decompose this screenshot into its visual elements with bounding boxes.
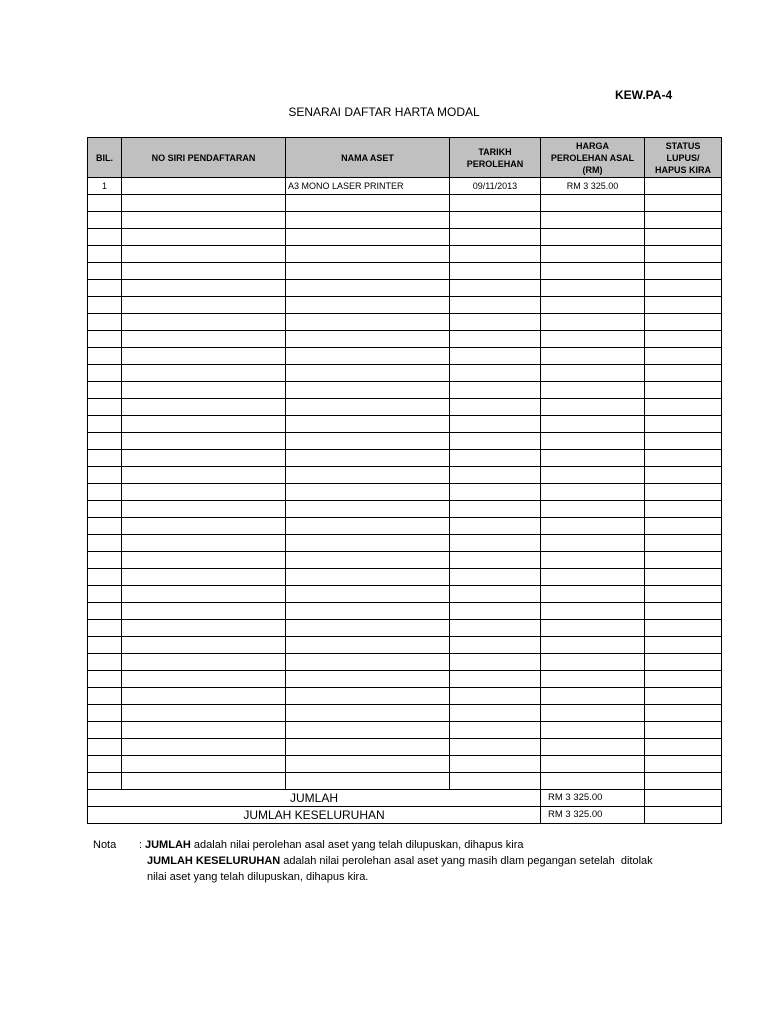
table-row — [88, 569, 722, 586]
nota-definition-jumlah-keseluruhan: adalah nilai perolehan asal aset yang masih dlam pegangan setelah ditolak — [283, 855, 653, 867]
table-row — [88, 739, 722, 756]
cell-harga-perolehan-asal — [541, 416, 645, 433]
cell-bil — [88, 348, 122, 365]
cell-no-siri-pendaftaran — [122, 399, 286, 416]
cell-harga-perolehan-asal — [541, 773, 645, 790]
cell-bil — [88, 518, 122, 535]
cell-tarikh-perolehan — [450, 603, 541, 620]
header-bil: BIL. — [88, 138, 122, 178]
cell-harga-perolehan-asal — [541, 688, 645, 705]
cell-harga-perolehan-asal — [541, 501, 645, 518]
nota-colon: : — [139, 839, 143, 851]
nota-section — [0, 838, 768, 898]
cell-status-lupus — [645, 688, 722, 705]
nota-item-1 — [145, 838, 524, 852]
cell-bil — [88, 586, 122, 603]
table-row — [88, 705, 722, 722]
cell-status-lupus — [645, 280, 722, 297]
cell-bil — [88, 212, 122, 229]
cell-nama-aset: A3 MONO LASER PRINTER — [286, 178, 450, 195]
cell-status-lupus — [645, 212, 722, 229]
cell-tarikh-perolehan — [450, 212, 541, 229]
cell-nama-aset — [286, 637, 450, 654]
cell-bil — [88, 773, 122, 790]
table-row — [88, 365, 722, 382]
cell-nama-aset — [286, 552, 450, 569]
cell-nama-aset — [286, 484, 450, 501]
cell-nama-aset — [286, 348, 450, 365]
cell-nama-aset — [286, 433, 450, 450]
cell-nama-aset — [286, 586, 450, 603]
cell-no-siri-pendaftaran — [122, 773, 286, 790]
jumlah-keseluruhan-status-cell — [645, 807, 722, 824]
cell-harga-perolehan-asal — [541, 552, 645, 569]
cell-no-siri-pendaftaran — [122, 603, 286, 620]
cell-harga-perolehan-asal — [541, 365, 645, 382]
cell-nama-aset — [286, 671, 450, 688]
cell-bil — [88, 246, 122, 263]
cell-bil — [88, 195, 122, 212]
cell-no-siri-pendaftaran — [122, 637, 286, 654]
cell-tarikh-perolehan — [450, 705, 541, 722]
cell-bil — [88, 433, 122, 450]
cell-bil — [88, 450, 122, 467]
cell-status-lupus — [645, 433, 722, 450]
cell-tarikh-perolehan — [450, 586, 541, 603]
table-header — [88, 138, 722, 178]
cell-harga-perolehan-asal — [541, 705, 645, 722]
table-row — [88, 467, 722, 484]
cell-harga-perolehan-asal — [541, 399, 645, 416]
nota-term-jumlah-keseluruhan: JUMLAH KESELURUHAN — [147, 855, 281, 867]
cell-bil — [88, 620, 122, 637]
cell-harga-perolehan-asal — [541, 739, 645, 756]
cell-tarikh-perolehan — [450, 688, 541, 705]
cell-tarikh-perolehan — [450, 280, 541, 297]
table-row — [88, 331, 722, 348]
cell-no-siri-pendaftaran — [122, 654, 286, 671]
cell-status-lupus — [645, 739, 722, 756]
cell-no-siri-pendaftaran — [122, 382, 286, 399]
cell-tarikh-perolehan — [450, 654, 541, 671]
cell-bil — [88, 365, 122, 382]
cell-bil — [88, 263, 122, 280]
cell-no-siri-pendaftaran — [122, 705, 286, 722]
cell-status-lupus — [645, 297, 722, 314]
cell-tarikh-perolehan — [450, 756, 541, 773]
cell-tarikh-perolehan — [450, 467, 541, 484]
cell-no-siri-pendaftaran — [122, 212, 286, 229]
cell-bil — [88, 722, 122, 739]
cell-tarikh-perolehan — [450, 552, 541, 569]
table-totals — [88, 790, 722, 824]
cell-bil — [88, 671, 122, 688]
cell-bil — [88, 705, 122, 722]
table-row — [88, 501, 722, 518]
cell-nama-aset — [286, 365, 450, 382]
cell-tarikh-perolehan — [450, 450, 541, 467]
cell-no-siri-pendaftaran — [122, 365, 286, 382]
cell-nama-aset — [286, 773, 450, 790]
cell-harga-perolehan-asal — [541, 382, 645, 399]
table-row — [88, 450, 722, 467]
cell-tarikh-perolehan — [450, 433, 541, 450]
cell-tarikh-perolehan — [450, 297, 541, 314]
cell-nama-aset — [286, 654, 450, 671]
header-row — [88, 138, 722, 178]
table-row — [88, 399, 722, 416]
cell-nama-aset — [286, 297, 450, 314]
cell-nama-aset — [286, 518, 450, 535]
cell-status-lupus — [645, 382, 722, 399]
cell-nama-aset — [286, 331, 450, 348]
cell-nama-aset — [286, 756, 450, 773]
cell-nama-aset — [286, 705, 450, 722]
table-row — [88, 756, 722, 773]
cell-nama-aset — [286, 229, 450, 246]
table-row — [88, 246, 722, 263]
cell-tarikh-perolehan — [450, 535, 541, 552]
jumlah-keseluruhan-row — [88, 807, 722, 824]
cell-status-lupus — [645, 535, 722, 552]
cell-no-siri-pendaftaran — [122, 178, 286, 195]
jumlah-row — [88, 790, 722, 807]
cell-nama-aset — [286, 467, 450, 484]
cell-status-lupus — [645, 586, 722, 603]
cell-bil — [88, 331, 122, 348]
cell-tarikh-perolehan — [450, 246, 541, 263]
cell-nama-aset — [286, 195, 450, 212]
cell-status-lupus — [645, 314, 722, 331]
cell-harga-perolehan-asal — [541, 280, 645, 297]
asset-register-table — [87, 137, 722, 824]
header-no-siri-pendaftaran: NO SIRI PENDAFTARAN — [122, 138, 286, 178]
table-row — [88, 229, 722, 246]
table-row — [88, 348, 722, 365]
cell-no-siri-pendaftaran — [122, 688, 286, 705]
cell-no-siri-pendaftaran — [122, 671, 286, 688]
table-row — [88, 178, 722, 195]
cell-no-siri-pendaftaran — [122, 552, 286, 569]
table-row — [88, 518, 722, 535]
cell-no-siri-pendaftaran — [122, 756, 286, 773]
cell-tarikh-perolehan — [450, 501, 541, 518]
cell-harga-perolehan-asal — [541, 620, 645, 637]
table-row — [88, 654, 722, 671]
cell-status-lupus — [645, 603, 722, 620]
cell-tarikh-perolehan — [450, 382, 541, 399]
cell-nama-aset — [286, 603, 450, 620]
cell-status-lupus — [645, 773, 722, 790]
cell-status-lupus — [645, 365, 722, 382]
cell-status-lupus — [645, 467, 722, 484]
cell-bil — [88, 399, 122, 416]
cell-bil — [88, 484, 122, 501]
cell-nama-aset — [286, 212, 450, 229]
cell-tarikh-perolehan — [450, 263, 541, 280]
cell-status-lupus — [645, 569, 722, 586]
cell-no-siri-pendaftaran — [122, 569, 286, 586]
cell-bil: 1 — [88, 178, 122, 195]
cell-harga-perolehan-asal — [541, 603, 645, 620]
cell-status-lupus — [645, 518, 722, 535]
cell-status-lupus — [645, 637, 722, 654]
cell-nama-aset — [286, 382, 450, 399]
cell-tarikh-perolehan — [450, 671, 541, 688]
cell-harga-perolehan-asal — [541, 433, 645, 450]
cell-status-lupus — [645, 416, 722, 433]
nota-definition-jumlah: adalah nilai perolehan asal aset yang telah dilupuskan, dihapus kira — [193, 839, 524, 851]
cell-nama-aset — [286, 399, 450, 416]
cell-no-siri-pendaftaran — [122, 195, 286, 212]
cell-harga-perolehan-asal — [541, 586, 645, 603]
cell-no-siri-pendaftaran — [122, 501, 286, 518]
cell-harga-perolehan-asal — [541, 535, 645, 552]
table-row — [88, 263, 722, 280]
cell-nama-aset — [286, 739, 450, 756]
cell-bil — [88, 552, 122, 569]
table-row — [88, 773, 722, 790]
cell-no-siri-pendaftaran — [122, 297, 286, 314]
table-row — [88, 314, 722, 331]
cell-nama-aset — [286, 450, 450, 467]
table-row — [88, 620, 722, 637]
cell-status-lupus — [645, 348, 722, 365]
cell-nama-aset — [286, 722, 450, 739]
cell-status-lupus — [645, 450, 722, 467]
table-row — [88, 552, 722, 569]
cell-bil — [88, 501, 122, 518]
cell-status-lupus — [645, 654, 722, 671]
cell-bil — [88, 280, 122, 297]
cell-tarikh-perolehan — [450, 416, 541, 433]
cell-no-siri-pendaftaran — [122, 246, 286, 263]
cell-tarikh-perolehan — [450, 229, 541, 246]
cell-tarikh-perolehan — [450, 348, 541, 365]
cell-no-siri-pendaftaran — [122, 535, 286, 552]
cell-bil — [88, 756, 122, 773]
cell-no-siri-pendaftaran — [122, 739, 286, 756]
table-body — [88, 178, 722, 790]
cell-no-siri-pendaftaran — [122, 331, 286, 348]
header-tarikh-perolehan: TARIKH PEROLEHAN — [450, 138, 541, 178]
nota-continuation: nilai aset yang telah dilupuskan, dihapus kira. — [147, 871, 369, 883]
cell-status-lupus — [645, 178, 722, 195]
cell-status-lupus — [645, 484, 722, 501]
jumlah-status-cell — [645, 790, 722, 807]
cell-nama-aset — [286, 569, 450, 586]
cell-harga-perolehan-asal — [541, 756, 645, 773]
cell-bil — [88, 569, 122, 586]
cell-harga-perolehan-asal — [541, 331, 645, 348]
cell-bil — [88, 297, 122, 314]
header-nama-aset: NAMA ASET — [286, 138, 450, 178]
cell-no-siri-pendaftaran — [122, 467, 286, 484]
cell-tarikh-perolehan — [450, 637, 541, 654]
jumlah-label: JUMLAH — [88, 790, 541, 807]
cell-bil — [88, 467, 122, 484]
page-title: SENARAI DAFTAR HARTA MODAL — [288, 105, 480, 119]
cell-status-lupus — [645, 331, 722, 348]
cell-status-lupus — [645, 501, 722, 518]
cell-bil — [88, 382, 122, 399]
cell-nama-aset — [286, 620, 450, 637]
jumlah-keseluruhan-label: JUMLAH KESELURUHAN — [88, 807, 541, 824]
cell-no-siri-pendaftaran — [122, 348, 286, 365]
jumlah-keseluruhan-value: RM 3 325.00 — [541, 807, 645, 824]
cell-no-siri-pendaftaran — [122, 263, 286, 280]
table-row — [88, 433, 722, 450]
cell-no-siri-pendaftaran — [122, 586, 286, 603]
cell-harga-perolehan-asal — [541, 263, 645, 280]
cell-no-siri-pendaftaran — [122, 450, 286, 467]
cell-harga-perolehan-asal — [541, 212, 645, 229]
cell-bil — [88, 688, 122, 705]
cell-nama-aset — [286, 416, 450, 433]
cell-bil — [88, 637, 122, 654]
cell-no-siri-pendaftaran — [122, 314, 286, 331]
cell-status-lupus — [645, 195, 722, 212]
cell-nama-aset — [286, 535, 450, 552]
cell-nama-aset — [286, 246, 450, 263]
cell-harga-perolehan-asal — [541, 671, 645, 688]
cell-harga-perolehan-asal — [541, 467, 645, 484]
cell-no-siri-pendaftaran — [122, 229, 286, 246]
cell-status-lupus — [645, 552, 722, 569]
cell-nama-aset — [286, 263, 450, 280]
cell-status-lupus — [645, 722, 722, 739]
cell-no-siri-pendaftaran — [122, 722, 286, 739]
table-row — [88, 688, 722, 705]
cell-tarikh-perolehan — [450, 314, 541, 331]
cell-no-siri-pendaftaran — [122, 416, 286, 433]
cell-no-siri-pendaftaran — [122, 280, 286, 297]
cell-bil — [88, 654, 122, 671]
cell-harga-perolehan-asal — [541, 654, 645, 671]
cell-tarikh-perolehan — [450, 365, 541, 382]
cell-harga-perolehan-asal — [541, 637, 645, 654]
cell-status-lupus — [645, 756, 722, 773]
table-row — [88, 280, 722, 297]
cell-nama-aset — [286, 501, 450, 518]
cell-harga-perolehan-asal — [541, 518, 645, 535]
cell-bil — [88, 314, 122, 331]
cell-bil — [88, 603, 122, 620]
table-row — [88, 722, 722, 739]
cell-status-lupus — [645, 671, 722, 688]
table-row — [88, 484, 722, 501]
cell-status-lupus — [645, 620, 722, 637]
table-row — [88, 382, 722, 399]
table-row — [88, 535, 722, 552]
cell-harga-perolehan-asal — [541, 314, 645, 331]
cell-harga-perolehan-asal — [541, 348, 645, 365]
cell-bil — [88, 739, 122, 756]
cell-tarikh-perolehan — [450, 484, 541, 501]
cell-tarikh-perolehan — [450, 773, 541, 790]
jumlah-value: RM 3 325.00 — [541, 790, 645, 807]
cell-harga-perolehan-asal — [541, 484, 645, 501]
cell-tarikh-perolehan: 09/11/2013 — [450, 178, 541, 195]
cell-tarikh-perolehan — [450, 722, 541, 739]
cell-harga-perolehan-asal: RM 3 325.00 — [541, 178, 645, 195]
cell-tarikh-perolehan — [450, 739, 541, 756]
form-code: KEW.PA-4 — [615, 88, 673, 102]
cell-no-siri-pendaftaran — [122, 620, 286, 637]
cell-harga-perolehan-asal — [541, 195, 645, 212]
cell-bil — [88, 416, 122, 433]
cell-no-siri-pendaftaran — [122, 518, 286, 535]
header-harga-perolehan-asal: HARGA PEROLEHAN ASAL (RM) — [541, 138, 645, 178]
cell-harga-perolehan-asal — [541, 229, 645, 246]
cell-no-siri-pendaftaran — [122, 433, 286, 450]
cell-status-lupus — [645, 705, 722, 722]
cell-nama-aset — [286, 688, 450, 705]
nota-item-2 — [147, 854, 653, 868]
cell-bil — [88, 229, 122, 246]
cell-tarikh-perolehan — [450, 569, 541, 586]
cell-status-lupus — [645, 246, 722, 263]
cell-harga-perolehan-asal — [541, 297, 645, 314]
header-status-lupus: STATUS LUPUS/ HAPUS KIRA — [645, 138, 722, 178]
table-row — [88, 586, 722, 603]
cell-tarikh-perolehan — [450, 399, 541, 416]
cell-harga-perolehan-asal — [541, 450, 645, 467]
nota-term-jumlah: JUMLAH — [145, 839, 191, 851]
table-row — [88, 297, 722, 314]
nota-label: Nota — [93, 839, 117, 851]
table-row — [88, 416, 722, 433]
cell-harga-perolehan-asal — [541, 246, 645, 263]
cell-nama-aset — [286, 280, 450, 297]
cell-bil — [88, 535, 122, 552]
cell-harga-perolehan-asal — [541, 722, 645, 739]
cell-nama-aset — [286, 314, 450, 331]
cell-status-lupus — [645, 229, 722, 246]
table-row — [88, 195, 722, 212]
cell-status-lupus — [645, 263, 722, 280]
table-row — [88, 603, 722, 620]
cell-tarikh-perolehan — [450, 195, 541, 212]
cell-tarikh-perolehan — [450, 620, 541, 637]
table-row — [88, 671, 722, 688]
cell-tarikh-perolehan — [450, 331, 541, 348]
table-row — [88, 637, 722, 654]
cell-status-lupus — [645, 399, 722, 416]
cell-harga-perolehan-asal — [541, 569, 645, 586]
table-row — [88, 212, 722, 229]
cell-tarikh-perolehan — [450, 518, 541, 535]
cell-no-siri-pendaftaran — [122, 484, 286, 501]
